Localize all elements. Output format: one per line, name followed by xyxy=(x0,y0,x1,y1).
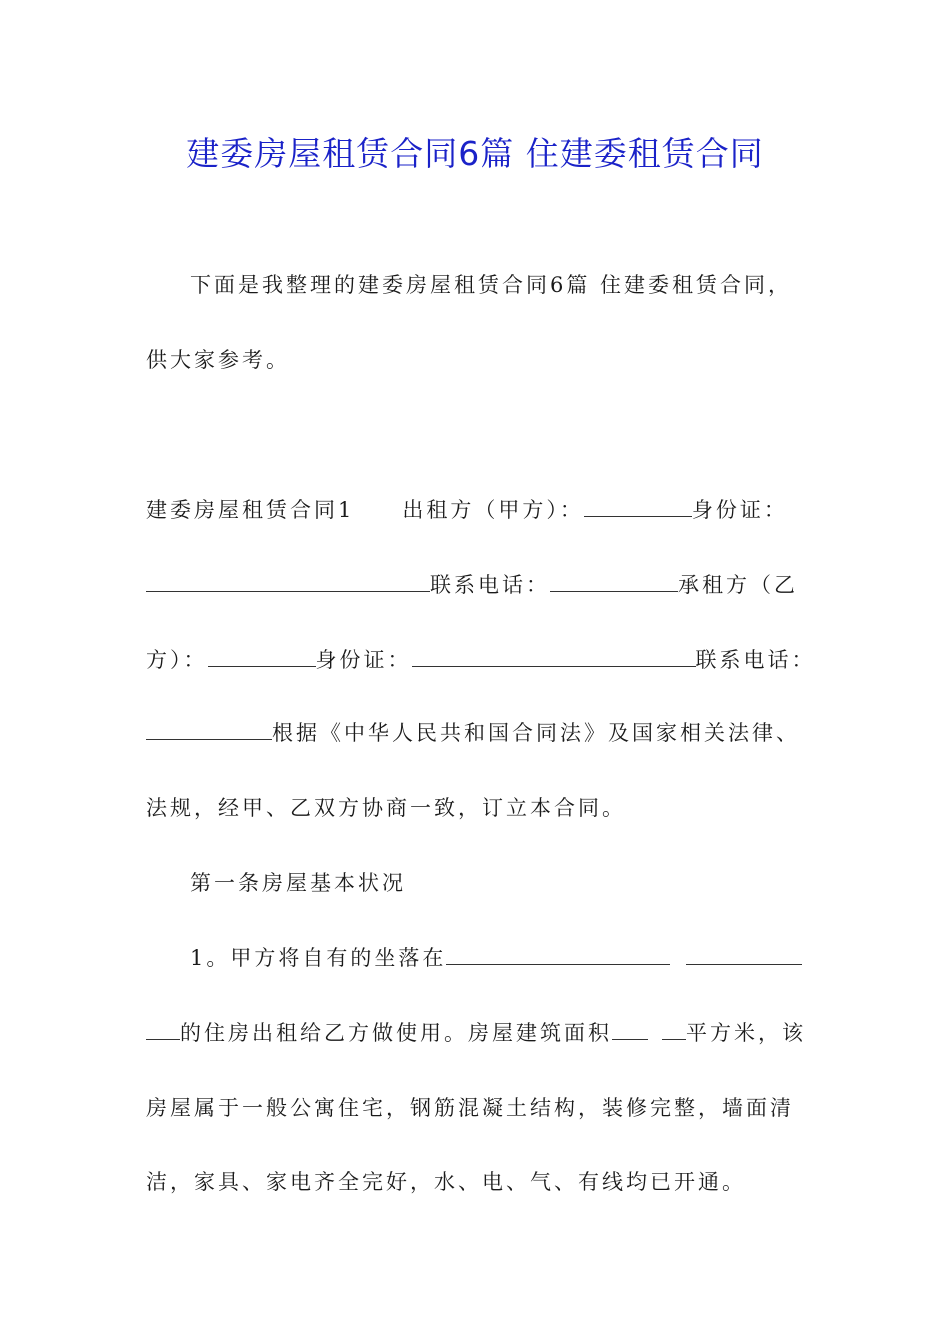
article-1-heading: 第一条房屋基本状况 xyxy=(190,871,406,895)
article-1-para-4: 洁，家具、家电齐全完好，水、电、气、有线均已开通。 xyxy=(146,1170,746,1194)
lessee-name-blank xyxy=(208,646,316,667)
lessor-id-label: 身份证： xyxy=(691,498,788,522)
lessor-id-blank xyxy=(146,571,430,592)
usage-text: 的住房出租给乙方做使用。房屋建筑面积 xyxy=(180,1021,612,1045)
contract-line-5: 法规，经甲、乙双方协商一致，订立本合同。 xyxy=(146,796,626,820)
lessee-id-label: 身份证： xyxy=(315,648,412,672)
article-1-para-3: 房屋属于一般公寓住宅，钢筋混凝土结构，装修完整，墙面清 xyxy=(146,1096,794,1120)
area-blank-2 xyxy=(662,1019,686,1040)
article-1-para-1 xyxy=(190,943,802,973)
document-title: 建委房屋租赁合同6篇 住建委租赁合同 xyxy=(186,134,764,173)
intro-line-1: 下面是我整理的建委房屋租赁合同6篇 住建委租赁合同， xyxy=(190,273,793,297)
contract-line-2 xyxy=(146,570,798,600)
contract-line-1 xyxy=(146,495,788,525)
lessee-phone-blank xyxy=(146,719,272,740)
location-blank-3 xyxy=(146,1019,180,1040)
area-unit-text: 平方米，该 xyxy=(686,1021,806,1045)
lessor-phone-label: 联系电话： xyxy=(430,573,550,597)
lessor-name-blank xyxy=(584,496,692,517)
lessee-label-end: 方）： xyxy=(146,648,208,672)
contract-heading: 建委房屋租赁合同1 xyxy=(146,498,355,522)
lessor-phone-blank xyxy=(550,571,678,592)
intro-line-2: 供大家参考。 xyxy=(146,348,290,372)
article-1-para-2 xyxy=(146,1018,806,1048)
location-blank-2 xyxy=(686,944,802,965)
area-blank-1 xyxy=(612,1019,648,1040)
lessor-label: 出租方（甲方）： xyxy=(402,498,584,522)
lessee-phone-label: 联系电话： xyxy=(695,648,816,672)
legal-basis-text: 根据《中华人民共和国合同法》及国家相关法律、 xyxy=(272,721,800,745)
property-location-label: 1。甲方将自有的坐落在 xyxy=(190,946,447,970)
lessee-label-start: 承租方（乙 xyxy=(678,573,798,597)
lessee-id-blank xyxy=(412,646,696,667)
contract-line-4 xyxy=(146,718,800,748)
contract-line-3 xyxy=(146,645,816,675)
location-blank-1 xyxy=(446,944,670,965)
